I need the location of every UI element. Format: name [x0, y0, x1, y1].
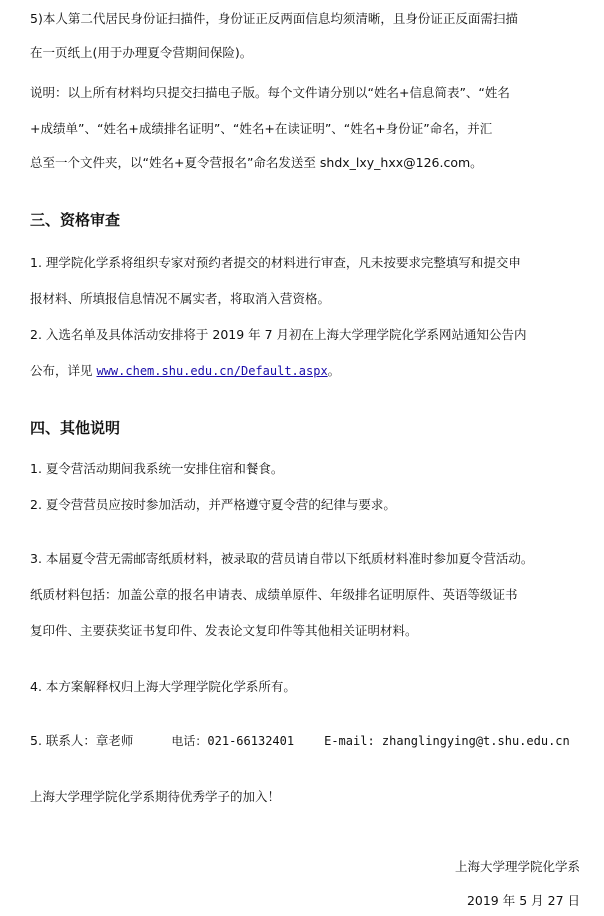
- note-line-1: 说明：以上所有材料均只提交扫描电子版。每个文件请分别以“姓名+信息简表”、“姓名: [30, 85, 510, 100]
- section-4-item-3-line-2: 纸质材料包括：加盖公章的报名申请表、成绩单原件、年级排名证明原件、英语等级证书: [30, 587, 518, 602]
- item-2-suffix: 。: [327, 363, 341, 378]
- contact-phone: 电话：021-66132401: [171, 734, 295, 748]
- note-line-2: +成绩单”、“姓名+成绩排名证明”、“姓名+在读证明”、“姓名+身份证”命名，并汇: [30, 121, 493, 136]
- section-4-item-3-line-3: 复印件、主要获奖证书复印件、发表论文复印件等其他相关证明材料。: [30, 623, 418, 638]
- item-2-prefix: 公布，详见: [30, 363, 97, 378]
- section-3-item-1-line-1: 1. 理学院化学系将组织专家对预约者提交的材料进行审查，凡未按要求完整填写和提交申: [30, 255, 521, 270]
- section-4-item-3-line-1: 3. 本届夏令营无需邮寄纸质材料，被录取的营员请自带以下纸质材料准时参加夏令营活动。: [30, 551, 534, 566]
- signature-date: 2019 年 5 月 27 日: [466, 893, 580, 908]
- section-4-item-1: 1. 夏令营活动期间我系统一安排住宿和餐食。: [30, 461, 284, 476]
- section-3-title: 三、资格审查: [30, 211, 121, 229]
- note-line-3: 总至一个文件夹，以“姓名+夏令营报名”命名发送至 shdx_lxy_hxx@126.com。: [30, 155, 483, 170]
- contact-person: 5. 联系人：章老师: [30, 733, 134, 748]
- prev-item-5-line-2: 在一页纸上(用于办理夏令营期间保险)。: [30, 45, 253, 60]
- section-4-title: 四、其他说明: [30, 419, 121, 437]
- section-3-item-2-line-2: [30, 362, 340, 380]
- contact-email: E-mail: zhanglingying@t.shu.edu.cn: [324, 734, 570, 748]
- section-3-item-1-line-2: 报材料、所填报信息情况不属实者，将取消入营资格。: [30, 291, 331, 306]
- prev-item-5-line-1: 5)本人第二代居民身份证扫描件，身份证正反两面信息均须清晰，且身份证正反面需扫描: [30, 11, 518, 26]
- section-4-item-2: 2. 夏令营营员应按时参加活动，并严格遵守夏令营的纪律与要求。: [30, 497, 396, 512]
- signature-organization: 上海大学理学院化学系: [454, 859, 580, 874]
- section-4-item-4: 4. 本方案解释权归上海大学理学院化学系所有。: [30, 679, 296, 694]
- section-4-item-5: [30, 732, 570, 750]
- welcome-line: 上海大学理学院化学系期待优秀学子的加入！: [30, 789, 281, 804]
- department-website-link[interactable]: www.chem.shu.edu.cn/Default.aspx: [96, 364, 328, 378]
- section-3-item-2-line-1: 2. 入选名单及具体活动安排将于 2019 年 7 月初在上海大学理学院化学系网站通知公告内: [30, 327, 527, 342]
